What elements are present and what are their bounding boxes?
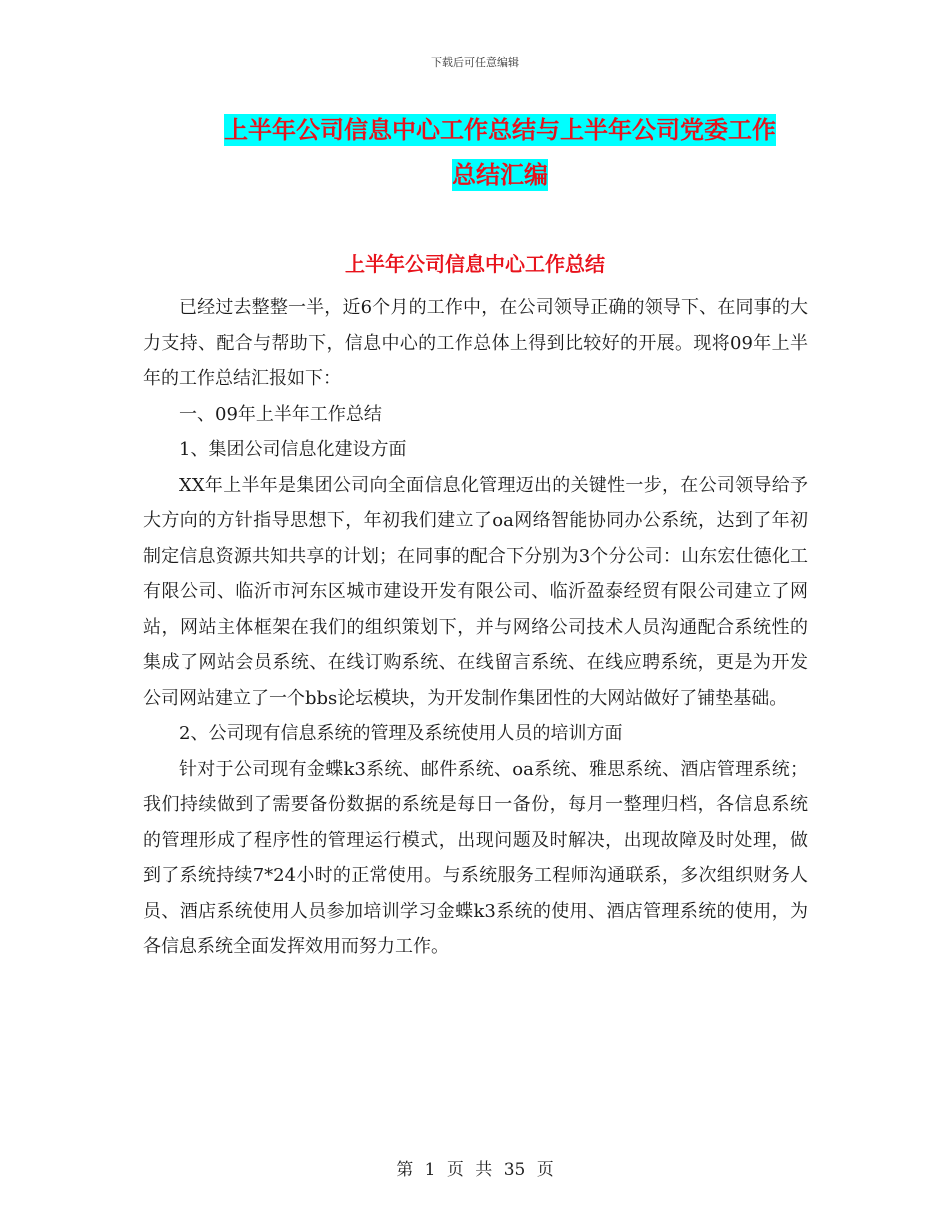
document-body [143,290,808,965]
paragraph: 一、09年上半年工作总结 [179,403,382,425]
paragraph: 针对于公司现有金蝶k3系统、邮件系统、oa系统、雅思系统、酒店管理系统；我们持续做到了需要备份数据的系统是每日一备份，每月一整理归档，各信息系统的管理形成了程序性的管理运行模式，出现问题及时解决，出现故障及时处理，做到了系统持续7*24小时的正常使用。与系统服务工程师沟通联系，多次组织财务人员、酒店系统使用人员参加培训学习金蝶k3系统的使用、酒店管理系统的使用，为各信息系统全面发挥效用而努力工作。 [143,758,808,957]
document-title-line1: 上半年公司信息中心工作总结与上半年公司党委工作 [224,116,776,144]
document-title-line2: 总结汇编 [452,161,548,189]
section-title: 上半年公司信息中心工作总结 [345,252,605,276]
header-note: 下载后可任意编辑 [431,56,519,69]
paragraph: 2、公司现有信息系统的管理及系统使用人员的培训方面 [179,723,623,744]
page-footer: 第 1 页 共 35 页 [396,1160,554,1180]
paragraph: 1、集团公司信息化建设方面 [179,439,407,460]
paragraph: XX年上半年是集团公司向全面信息化管理迈出的关键性一步，在公司领导给予大方向的方针指导思想下，年初我们建立了oa网络智能协同办公系统，达到了年初制定信息资源共知共享的计划；在同事的配合下分别为3个分公司：山东宏仕德化工有限公司、临沂市河东区城市建设开发有限公司、临沂盈泰经贸有限公司建立了网站，网站主体框架在我们的组织策划下，并与网络公司技术人员沟通配合系统性的集成了网站会员系统、在线订购系统、在线留言系统、在线应聘系统，更是为开发公司网站建立了一个bbs论坛模块，为开发制作集团性的大网站做好了铺垫基础。 [143,474,808,709]
paragraph: 已经过去整整一半，近6个月的工作中，在公司领导正确的领导下、在同事的大力支持、配合与帮助下，信息中心的工作总体上得到比较好的开展。现将09年上半年的工作总结汇报如下： [143,297,808,389]
document-title [160,108,840,198]
